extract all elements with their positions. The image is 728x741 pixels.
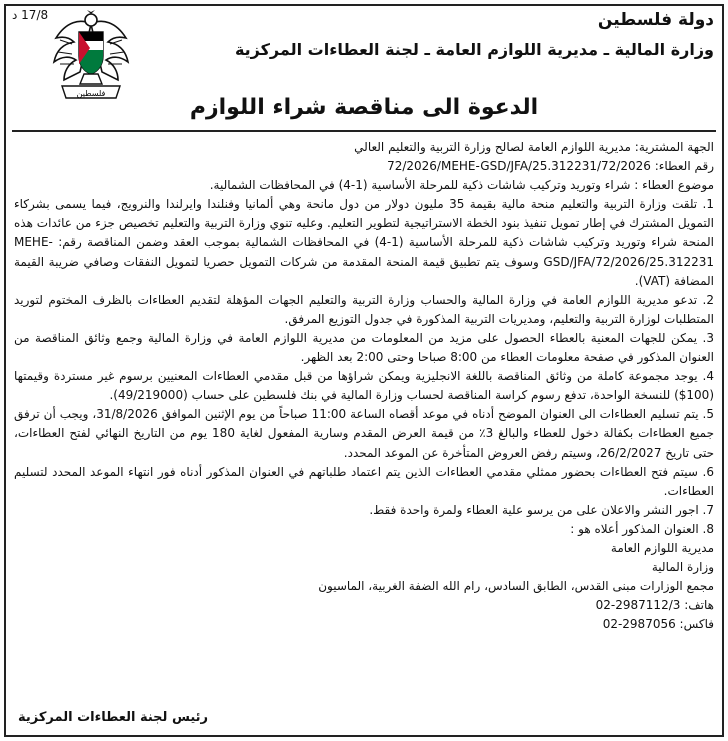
clause-6: 6. سيتم فتح العطاءات بحضور ممثلي مقدمي العطاءات الذين يتم اعتماد طلباتهم في العنوان المذكور أدناه فور انتهاء الموعد المحدد لتسليم العطاءات.: [14, 464, 714, 498]
signature-line: رئيس لجنة العطاءات المركزية: [18, 710, 209, 725]
fax-line: [14, 615, 714, 634]
corner-code: 17/8 د: [12, 8, 49, 22]
clause-8: 8. العنوان المذكور أعلاه هو :: [570, 521, 714, 536]
phone-number: 02-2987112/3: [595, 598, 681, 613]
notice-body: [14, 138, 714, 634]
address-line-2: وزارة المالية: [651, 560, 714, 575]
clause-1: 1. تلقت وزارة التربية والتعليم منحة مالية بقيمة 35 مليون دولار من دول مانحة وهي ألمانيا وفنلندا وايرلندا والنرويج، فيما يسمى بشركاء التمويل المشترك في إطار تمويل تنفيذ بنود الخطة الاستراتيجية لتطوير التعليم. وعليه تنوي وزارة التربية والتعليم تخصيص جزء من عائدات هذه المنحة شراء وتوريد وتركيب شاشات ذكية للمرحلة الأساسية (1-4) في المحافظات الشمالية بموجب العقد وضمن المناقصة رقم: MEHE-GSD/JFA/72/2026/25.312231 وسوف يتم تطبيق قيمة المنحة المقدمة من شركات التمويل حصريا لتمويل النفقات وصافي ضريبة القيمة المضافة (VAT).: [14, 197, 714, 288]
phone-line: [14, 596, 714, 615]
tender-number-label: رقم العطاء: 72/2026/: [596, 159, 714, 174]
clause-5: 5. يتم تسليم العطاءات الى العنوان الموضح أدناه في موعد أقصاه الساعة 11:00 صباحاً من يوم الإثنين الموافق 31/8/2026، ويجب أن ترفق جميع العطاءات بكفالة دخول للعطاء والبالغ 3٪ من قيمة العرض المقدم وسارية المفعول لغاية 180 يوم من التاريخ النهائي لفتح العطاءات، حتى تاريخ 26/2/2027، وسيتم رفض العروض المتأخرة عن الموعد المحدد.: [14, 407, 714, 460]
tender-number-line: [14, 157, 714, 176]
fax-label: فاكس:: [675, 617, 714, 632]
subject-line: موضوع العطاء : شراء وتوريد وتركيب شاشات ذكية للمرحلة الأساسية (1-4) في المحافظات الشمالية.: [209, 178, 714, 193]
clause-4: 4. يوجد مجموعة كاملة من وثائق المناقصة باللغة الانجليزية ويمكن شراؤها من قبل مقدمي العطاءات المعنيين برسوم غير مستردة وقيمتها (100$) للنسخة الواحدة، تدفع رسوم كراسة المناقصة لحساب وزارة المالية في بنك فلسطين على حساب (49/219000).: [14, 369, 714, 403]
fax-number: 02-2987056: [602, 617, 676, 632]
clause-2: 2. تدعو مديرية اللوازم العامة في وزارة المالية والحساب وزارة التربية والتعليم الجهات المؤهلة لتقديم العطاءات بالظرف المختوم لتوريد المتطلبات لوزارة التربية والتعليم، ومديريات التربية المذكورة في جدول التوزيع المرفق.: [14, 292, 714, 326]
clause-3: 3. يمكن للجهات المعنية بالعطاء الحصول على مزيد من المعلومات من مديرية اللوازم العامة في وزارة المالية وجمع وثائق المناقصة من العنوان المذكور في صفحة معلومات العطاء من 8:00 صباحا وحتى 2:00 بعد الظهر.: [14, 330, 714, 365]
tender-number: 72/2026/MEHE-GSD/JFA/25.312231: [387, 159, 597, 174]
state-name: دولة فلسطين: [597, 10, 714, 30]
title-divider: [12, 130, 716, 132]
clause-7: 7. اجور النشر والاعلان على من يرسو علية العطاء ولمرة واحدة فقط.: [369, 502, 714, 517]
palestine-eagle-emblem: [50, 6, 132, 100]
phone-label: هاتف:: [680, 598, 714, 613]
emblem-text: فلسطين: [76, 89, 106, 98]
ministry-line: وزارة المالية ـ مديرية اللوازم العامة ـ لجنة العطاءات المركزية: [234, 40, 714, 59]
buyer-line: الجهة المشترية: مديرية اللوازم العامة لصالح وزارة التربية والتعليم العالي: [354, 140, 714, 154]
address-line-3: مجمع الوزارات مبنى القدس، الطابق السادس، رام الله الضفة الغربية، الماسيون: [318, 579, 714, 594]
address-line-1: مديرية اللوازم العامة: [610, 540, 714, 555]
notice-title: الدعوة الى مناقصة شراء اللوازم: [189, 95, 539, 120]
